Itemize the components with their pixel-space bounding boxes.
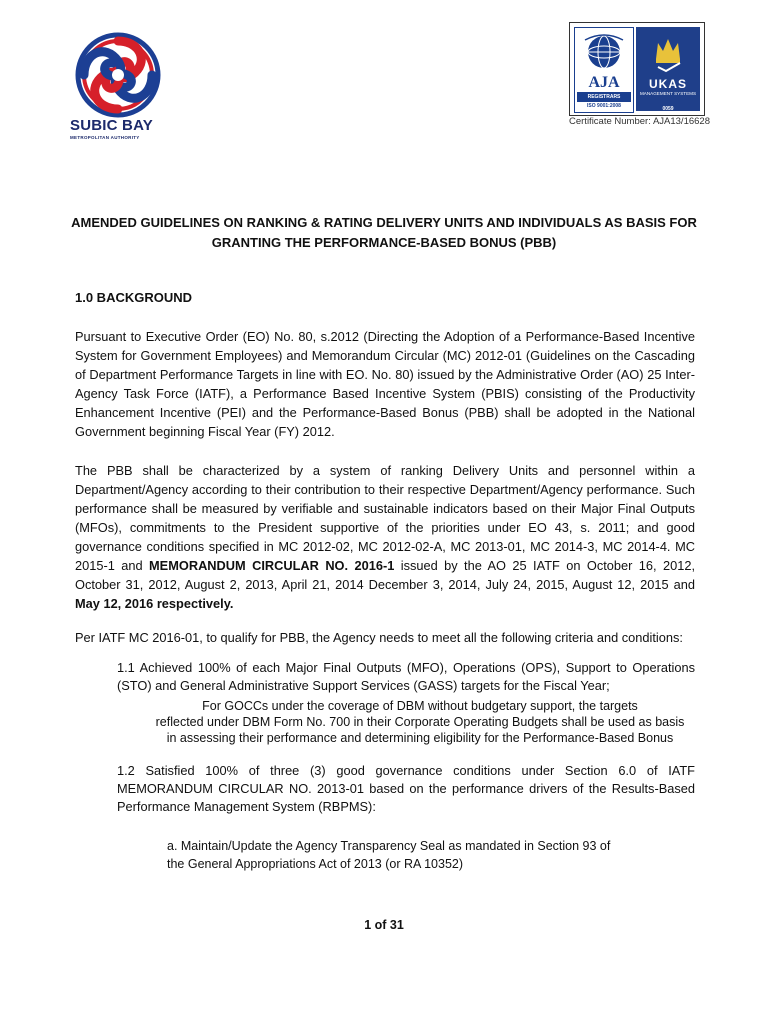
ukas-label: UKAS bbox=[648, 77, 687, 91]
paragraph-1: Pursuant to Executive Order (EO) No. 80, s.2012 (Directing the Adoption of a Performance-Based Incentive System for Government Employees) and Memorandum Circular (MC) 2012-01 (Guidelines on the Cascading of Department Performance Targets in line with EO. No. 80) issued by the Administrative Order (AO) 25 Inter-Agency Task Force (IATF), a Performance Based Incentive System (PBIS) consisting of the Productivity Enhancement Incentive (PEI) and the Performance-Based Bonus (PBB) shall be adopted in the National Government beginning Fiscal Year (FY) 2012. bbox=[75, 329, 695, 439]
gocc-line-3: in assessing their performance and determining eligibility for the Performance-Based Bonus bbox=[166, 731, 674, 745]
title-line-1: AMENDED GUIDELINES ON RANKING & RATING DELIVERY UNITS AND INDIVIDUALS AS BASIS FOR bbox=[71, 215, 697, 230]
title-line-2: GRANTING THE PERFORMANCE-BASED BONUS (PBB) bbox=[211, 235, 557, 250]
criteria-1-1-text: 1.1 Achieved 100% of each Major Final Outputs (MFO), Operations (OPS), Support to Operations (STO) and General Administrative Support Services (GASS) targets for the Fiscal Year; bbox=[117, 660, 695, 693]
crown-icon bbox=[636, 27, 700, 75]
paragraph-2-part-c: issued by the AO 25 IATF on October 16, 2012, October 31, 2012, August 2, 2013, April 21, 2014 December 3, 2014, July 24, 2015, August 12, 2015 and bbox=[75, 558, 696, 592]
aja-badge bbox=[574, 27, 634, 113]
certificate-number: Certificate Number: AJA13/16628 bbox=[569, 116, 710, 127]
sbma-logo bbox=[70, 32, 170, 140]
paragraph-3: Per IATF MC 2016-01, to qualify for PBB, the Agency needs to meet all the following criteria and conditions: bbox=[75, 630, 683, 645]
aja-label: AJA bbox=[588, 74, 620, 91]
gocc-line-1: For GOCCs under the coverage of DBM without budgetary support, the targets bbox=[202, 699, 638, 713]
criteria-a-line-2: the General Appropriations Act of 2013 (or RA 10352) bbox=[167, 857, 464, 871]
criteria-a-line-1: a. Maintain/Update the Agency Transparency Seal as mandated in Section 93 of bbox=[167, 839, 611, 853]
paragraph-2 bbox=[75, 461, 695, 613]
gocc-line-2: reflected under DBM Form No. 700 in their Corporate Operating Budgets shall be used as basis bbox=[155, 715, 685, 729]
paragraph-2-part-a: The PBB shall be characterized by a system of ranking Delivery Units and personnel within a Department/Agency according to their contribution to their respective Department/Agency performance. Such performance shall be measured by verifiable and sustainable indicators based on their Major Final Outputs (MFOs), commitments to the President supportive of the priorities under EO 43, s. 2011; and good governance conditions specified in MC 2012-02, MC 2012-02-A, MC 2013-01, MC 2014-3, MC 2014-4. MC 2015-1 and bbox=[75, 463, 695, 573]
aja-registrars: REGISTRARS bbox=[577, 92, 631, 102]
criteria-1-2: 1.2 Satisfied 100% of three (3) good governance conditions under Section 6.0 of IATF MEMORANDUM CIRCULAR NO. 2013-01 based on the performance drivers of the Results-Based Performance Management System (RBPMS): bbox=[117, 763, 695, 814]
ukas-mgmt: MANAGEMENT SYSTEMS bbox=[639, 91, 697, 96]
document-title bbox=[70, 213, 698, 253]
page-number: 1 of 31 bbox=[364, 918, 404, 932]
logo-subtitle: METROPOLITAN AUTHORITY bbox=[70, 135, 140, 140]
paragraph-2-part-b: MEMORANDUM CIRCULAR NO. 2016-1 bbox=[149, 558, 395, 573]
criteria-1-1 bbox=[117, 659, 695, 695]
aja-iso: ISO 9001:2008 bbox=[587, 103, 621, 109]
logo-title: SUBIC BAY bbox=[70, 117, 153, 134]
certification-badges bbox=[569, 22, 705, 116]
sbma-emblem-icon bbox=[70, 32, 166, 118]
paragraph-2-part-d: May 12, 2016 respectively. bbox=[75, 596, 234, 611]
globe-icon bbox=[575, 28, 633, 74]
ukas-badge bbox=[636, 27, 700, 111]
section-heading: 1.0 BACKGROUND bbox=[75, 290, 193, 305]
ukas-number: 0059 bbox=[662, 106, 674, 112]
